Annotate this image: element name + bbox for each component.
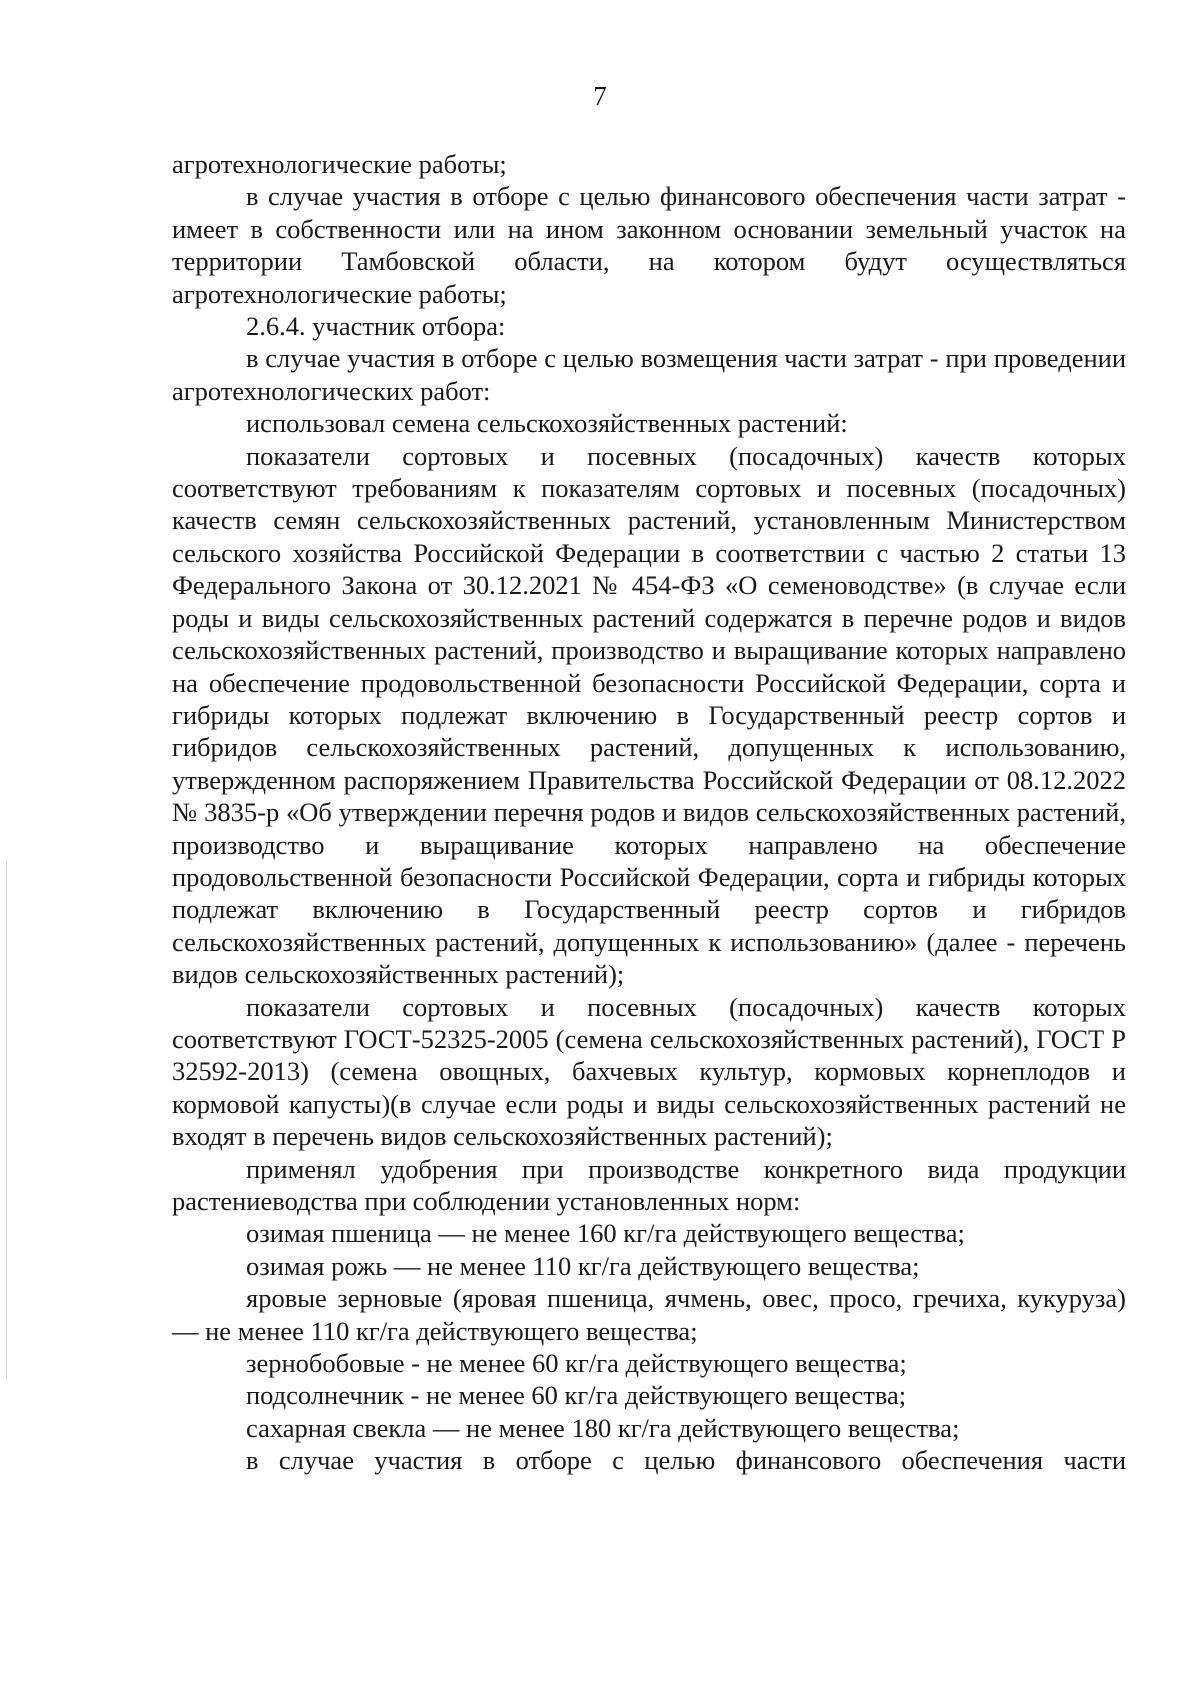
paragraph: показатели сортовых и посевных (посадочных) качеств которых соответствуют требованиям к показателям сортовых и посевных (посадочных) качеств семян сельскохозяйственных растений, установленным Министерством сельского хозяйства Российской Федерации в соответствии с частью 2 статьи 13 Федерального Закона от 30.12.2021 № 454-ФЗ «О семеноводстве» (в случае если роды и виды сельскохозяйственных растений содержатся в перечне родов и видов сельскохозяйственных растений, производство и выращивание которых направлено на обеспечение продовольственной безопасности Российской Федерации, сорта и гибриды которых подлежат включению в Государственный реестр сортов и гибридов сельскохозяйственных растений, допущенных к использованию, утвержденном распоряжением Правительства Российской Федерации от 08.12.2022 № 3835-р «Об утверждении перечня родов и видов сельскохозяйственных растений, производство и выращивание которых направлено на обеспечение продовольственной безопасности Российской Федерации, сорта и гибриды которых подлежат включению в Государственный реестр сортов и гибридов сельскохозяйственных растений, допущенных к использованию» (далее - перечень видов сельскохозяйственных растений); [172,440,1126,990]
scan-edge-line [6,860,7,1380]
paragraph: в случае участия в отборе с целью финансового обеспечения части затрат - имеет в собственности или на ином законном основании земельный участок на территории Тамбовской области, на котором будут осуществляться агротехнологические работы; [172,181,1126,309]
document-body [172,148,1126,1477]
paragraph: применял удобрения при производстве конкретного вида продукции растениеводства при соблюдении установленных норм: [172,1153,1126,1216]
paragraph: озимая пшеница — не менее 160 кг/га действующего вещества; [246,1218,965,1249]
paragraph: зернобобовые - не менее 60 кг/га действующего вещества; [246,1348,907,1379]
paragraph: яровые зерновые (яровая пшеница, ячмень, овес, просо, гречиха, кукуруза) — не менее 110 кг/га действующего вещества; [172,1283,1126,1346]
paragraph: в случае участия в отборе с целью финансового обеспечения части [246,1445,1126,1476]
paragraph: использовал семена сельскохозяйственных растений: [246,408,848,439]
paragraph: озимая рожь — не менее 110 кг/га действующего вещества; [246,1250,920,1281]
paragraph: подсолнечник - не менее 60 кг/га действующего вещества; [246,1380,907,1411]
paragraph: в случае участия в отборе с целью возмещения части затрат - при проведении агротехнологических работ: [172,343,1126,406]
paragraph: показатели сортовых и посевных (посадочных) качеств которых соответствуют ГОСТ-52325-2005 (семена сельскохозяйственных растений), ГОСТ Р 32592-2013) (семена овощных, бахчевых культур, кормовых корнеплодов и кормовой капусты)(в случае если роды и виды сельскохозяйственных растений не входят в перечень видов сельскохозяйственных растений); [172,991,1126,1152]
paragraph: сахарная свекла — не менее 180 кг/га действующего вещества; [246,1412,960,1443]
paragraph: агротехнологические работы; [172,149,507,179]
paragraph: 2.6.4. участник отбора: [246,311,506,342]
page-number: 7 [593,81,607,111]
